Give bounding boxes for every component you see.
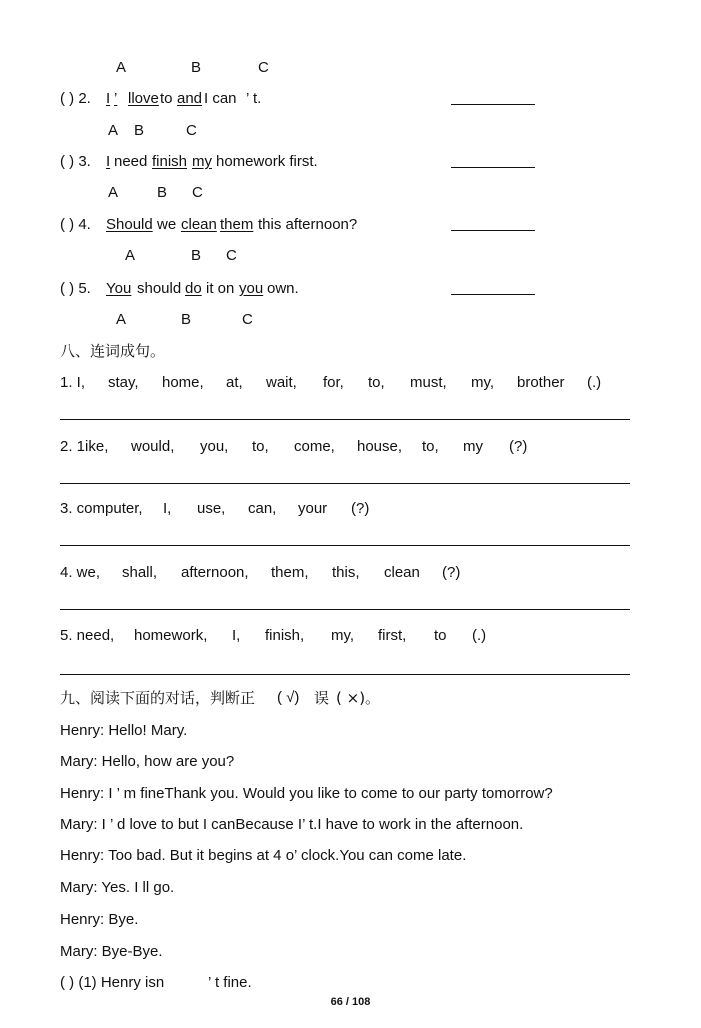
word-token: my [463,438,483,455]
answer-line[interactable] [60,545,630,546]
word: should [137,280,182,297]
option-a: A [125,247,136,264]
page-number: 66 / 108 [330,996,371,1008]
word-token: can, [248,500,277,517]
question-number: ( ) 3. [60,153,91,170]
word-token: (?) [442,564,461,581]
cross-mark: ( ×)。 [336,689,381,707]
underlined-part-a: I [106,153,111,170]
word-token: them, [271,564,309,581]
word-token: must, [410,374,447,391]
word: ’ t. [246,90,262,107]
option-c: C [258,59,269,76]
word-token: for, [323,374,344,391]
judge-item-text: ( ) (1) Henry isn [60,974,165,991]
question-number: ( ) 4. [60,216,91,233]
apostrophe: ’ [114,90,118,107]
word-token: (.) [472,627,487,644]
word-token: 3. computer, [60,500,143,517]
answer-line[interactable] [60,674,630,675]
word-token: to, [422,438,439,455]
check-mark: ( √) [277,689,300,706]
word-token: I, [232,627,241,644]
word-token: to, [368,374,385,391]
option-b: B [157,184,168,201]
underlined-part-b: do [185,280,202,297]
word-token: come, [294,438,335,455]
dialogue-line: Mary: Yes. I ll go. [60,879,175,896]
word-token: home, [162,374,204,391]
word: we [157,216,177,233]
dialogue-line: Mary: Bye-Bye. [60,943,163,960]
sentence-row-5 [0,627,701,645]
underlined-part-c: my [192,153,212,170]
word-token: shall, [122,564,158,581]
word: I can [204,90,237,107]
underlined-part-a: Should [106,216,153,233]
section-9-title-text: 九、阅读下面的对话，判断正 [60,689,256,707]
option-b: B [191,247,202,264]
wrong-label: 误 [314,689,330,707]
word-token: (.) [587,374,602,391]
option-c: C [192,184,203,201]
word-token: stay, [108,374,139,391]
dialogue-line: Henry: Hello! Mary. [60,722,188,739]
word: own. [267,280,299,297]
word-token: your [298,500,328,517]
option-a: A [108,184,119,201]
underlined-part-c: you [239,280,264,297]
answer-line[interactable] [60,609,630,610]
word-token: brother [517,374,565,391]
sentence-row-1 [0,374,701,392]
word-token: house, [357,438,403,455]
word-token: (?) [351,500,370,517]
sentence-row-3 [0,500,701,518]
word: homework first. [216,153,318,170]
answer-line[interactable] [60,419,630,420]
answer-blank[interactable] [451,294,535,295]
section-8-title: 八、连词成句。 [60,342,166,360]
word: it on [206,280,235,297]
underlined-part-b: clean [181,216,217,233]
word-token: to, [252,438,269,455]
word-token: you, [200,438,229,455]
word-token: I, [163,500,172,517]
word-token: (?) [509,438,528,455]
option-b: B [191,59,202,76]
word-token: this, [332,564,360,581]
dialogue-line: Henry: Too bad. But it begins at 4 o’ clock.You can come late. [60,847,467,864]
word-token: 5. need, [60,627,115,644]
word-token: to [434,627,447,644]
underlined-part-a: I [106,90,111,107]
dialogue-line: Henry: I ’ m fineThank you. Would you like to come to our party tomorrow? [60,785,553,802]
option-b: B [134,122,145,139]
word-token: 4. we, [60,564,101,581]
word-token: would, [131,438,175,455]
option-c: C [186,122,197,139]
option-c: C [242,311,253,328]
word-token: use, [197,500,226,517]
word-token: 1. I, [60,374,86,391]
word-token: afternoon, [181,564,249,581]
option-a: A [116,59,127,76]
word-token: at, [226,374,243,391]
sentence-row-2 [0,438,701,456]
dialogue-line: Mary: Hello, how are you? [60,753,235,770]
word-token: first, [378,627,407,644]
answer-blank[interactable] [451,167,535,168]
question-number: ( ) 5. [60,280,91,297]
word-token: finish, [265,627,305,644]
question-number: ( ) 2. [60,90,91,107]
sentence-row-4 [0,564,701,582]
answer-blank[interactable] [451,104,535,105]
option-c: C [226,247,237,264]
word: to [160,90,173,107]
dialogue-line: Mary: I ’ d love to but I canBecause I’ t.I have to work in the afternoon. [60,816,524,833]
word-token: my, [471,374,495,391]
underlined-word: llove [128,90,159,107]
word: need [114,153,148,170]
underlined-part-a: You [106,280,132,297]
answer-line[interactable] [60,483,630,484]
word-token: clean [384,564,420,581]
underlined-part-c: them [220,216,254,233]
option-b: B [181,311,192,328]
judge-item-text: ’ t fine. [208,974,252,991]
word-token: 2. 1ike, [60,438,109,455]
word-token: wait, [266,374,297,391]
option-a: A [116,311,127,328]
dialogue-line: Henry: Bye. [60,911,139,928]
option-a: A [108,122,119,139]
answer-blank[interactable] [451,230,535,231]
underlined-part-b: finish [152,153,188,170]
word: this afternoon? [258,216,358,233]
word-token: my, [331,627,355,644]
word-token: homework, [134,627,208,644]
underlined-part-b: and [177,90,203,107]
